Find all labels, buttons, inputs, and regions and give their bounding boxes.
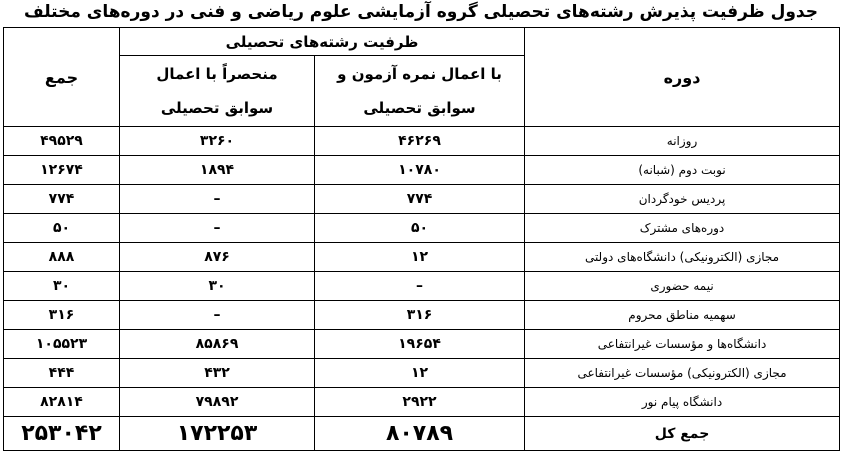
table-title: جدول ظرفیت پذیرش رشته‌های تحصیلی گروه آزمایشی علوم ریاضی و فنی در دوره‌های مختلف <box>23 2 818 22</box>
grand-total-row <box>4 417 840 451</box>
only-records-cell: ۷۹۸۹۲ <box>120 388 315 417</box>
table-row <box>4 388 840 417</box>
total-cell: ۸۲۸۱۴ <box>4 388 120 417</box>
total-cell: ۴۴۴ <box>4 359 120 388</box>
period-cell: سهمیه مناطق محروم <box>525 301 840 330</box>
with-exam-cell: ۲۹۲۲ <box>315 388 525 417</box>
total-cell: ۱۰۵۵۲۳ <box>4 330 120 359</box>
table-row <box>4 127 840 156</box>
only-records-cell: ۳۲۶۰ <box>120 127 315 156</box>
period-cell: روزانه <box>525 127 840 156</box>
table-row <box>4 272 840 301</box>
header-with-exam <box>315 56 525 127</box>
period-cell: دانشگاه پیام نور <box>525 388 840 417</box>
with-exam-cell: ۱۲ <box>315 243 525 272</box>
period-cell: مجازی (الکترونیکی) دانشگاه‌های دولتی <box>525 243 840 272</box>
period-cell: پردیس خودگردان <box>525 185 840 214</box>
table-row <box>4 214 840 243</box>
period-cell: نیمه حضوری <box>525 272 840 301</box>
with-exam-cell: – <box>315 272 525 301</box>
total-cell: ۳۰ <box>4 272 120 301</box>
grand-total-label: جمع کل <box>525 417 840 451</box>
header-only-records-line2: سوابق تحصیلی <box>160 99 274 117</box>
header-capacity-group: ظرفیت رشته‌های تحصیلی <box>120 28 525 56</box>
with-exam-cell: ۱۲ <box>315 359 525 388</box>
only-records-cell: ۸۷۶ <box>120 243 315 272</box>
only-records-cell: ۸۵۸۶۹ <box>120 330 315 359</box>
capacity-table <box>3 27 840 451</box>
grand-total-with-exam: ۸۰۷۸۹ <box>315 417 525 451</box>
grand-total-only-records: ۱۷۲۲۵۳ <box>120 417 315 451</box>
with-exam-cell: ۱۹۶۵۴ <box>315 330 525 359</box>
only-records-cell: ۱۸۹۴ <box>120 156 315 185</box>
period-cell: دوره‌های مشترک <box>525 214 840 243</box>
with-exam-cell: ۵۰ <box>315 214 525 243</box>
total-cell: ۷۷۴ <box>4 185 120 214</box>
total-cell: ۳۱۶ <box>4 301 120 330</box>
period-cell: نوبت دوم (شبانه) <box>525 156 840 185</box>
table-row <box>4 359 840 388</box>
only-records-cell: ۴۳۲ <box>120 359 315 388</box>
only-records-cell: – <box>120 214 315 243</box>
with-exam-cell: ۳۱۶ <box>315 301 525 330</box>
with-exam-cell: ۴۶۲۶۹ <box>315 127 525 156</box>
with-exam-cell: ۱۰۷۸۰ <box>315 156 525 185</box>
only-records-cell: – <box>120 301 315 330</box>
header-period: دوره <box>525 28 840 127</box>
with-exam-cell: ۷۷۴ <box>315 185 525 214</box>
total-cell: ۸۸۸ <box>4 243 120 272</box>
header-with-exam-line2: سوابق تحصیلی <box>363 99 476 117</box>
table-row <box>4 156 840 185</box>
period-cell: مجازی (الکترونیکی) مؤسسات غیرانتفاعی <box>525 359 840 388</box>
table-row <box>4 185 840 214</box>
period-cell: دانشگاه‌ها و مؤسسات غیرانتفاعی <box>525 330 840 359</box>
header-with-exam-line1: با اعمال نمره آزمون و <box>337 65 502 83</box>
only-records-cell: – <box>120 185 315 214</box>
only-records-cell: ۳۰ <box>120 272 315 301</box>
table-row <box>4 301 840 330</box>
header-only-records <box>120 56 315 127</box>
total-cell: ۴۹۵۲۹ <box>4 127 120 156</box>
table-row <box>4 243 840 272</box>
total-cell: ۵۰ <box>4 214 120 243</box>
table-row <box>4 330 840 359</box>
total-cell: ۱۲۶۷۴ <box>4 156 120 185</box>
grand-total-sum: ۲۵۳۰۴۲ <box>4 417 120 451</box>
header-total: جمع <box>4 28 120 127</box>
header-only-records-line1: منحصراً با اعمال <box>156 65 278 83</box>
